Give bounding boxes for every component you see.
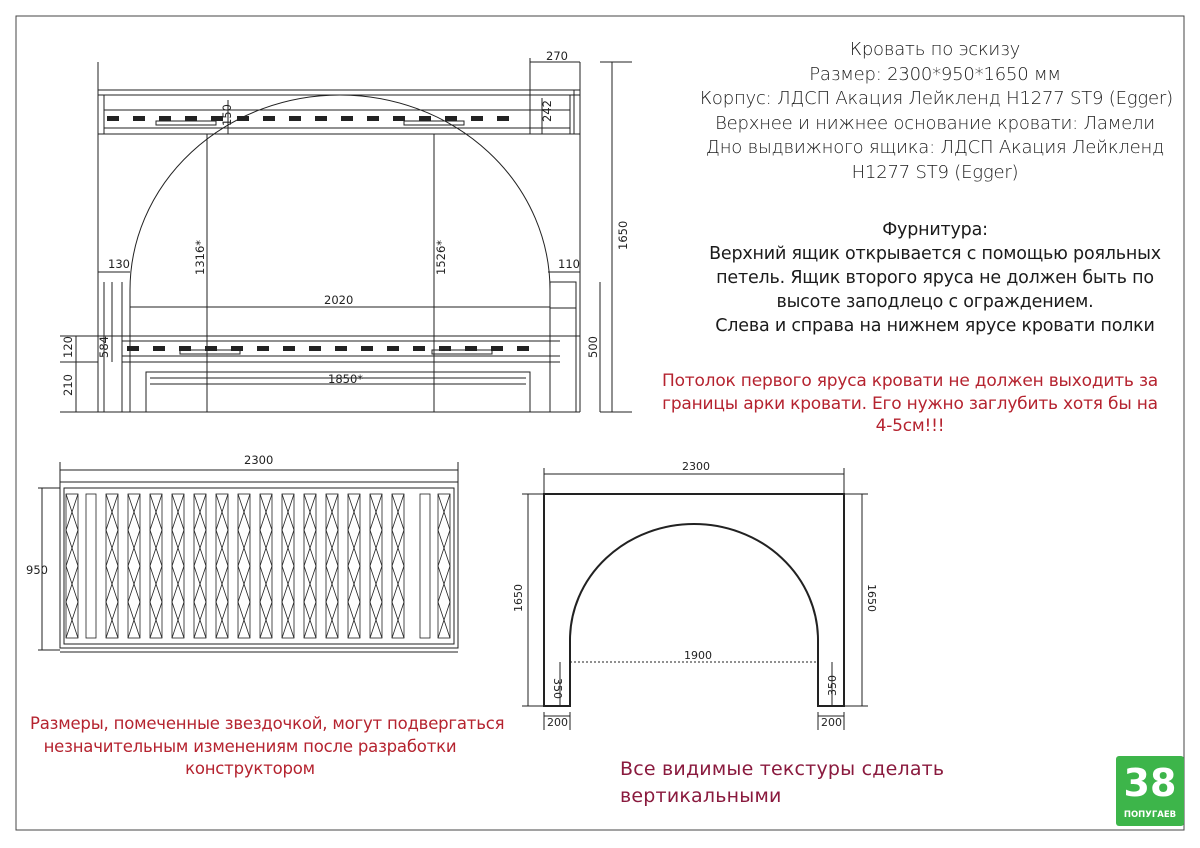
dim-210: 210: [61, 374, 75, 396]
top-slats: [107, 116, 509, 121]
hardware-line-2: петель. Ящик второго яруса не должен быть по: [716, 268, 1154, 288]
warning-note: [660, 370, 1160, 438]
side-panel-arch: [544, 494, 844, 706]
note-line-3: конструктором: [185, 759, 315, 778]
hardware-line-1: Верхний ящик открывается с помощью рояльных: [709, 244, 1161, 264]
dim-950: 950: [26, 563, 48, 577]
logo-number: 38: [1123, 761, 1177, 805]
dim-350-right: 350: [826, 675, 839, 696]
spec-size: Размер: 2300*950*1650 мм: [809, 63, 1061, 85]
dim-120: 120: [61, 336, 75, 358]
dim-130: 130: [108, 257, 130, 271]
dim-1526: 1526*: [434, 239, 448, 275]
dim-500: 500: [586, 336, 600, 358]
texture-note: [620, 756, 960, 810]
top-view-slats: [66, 494, 450, 638]
dim-1316: 1316*: [193, 239, 207, 275]
dim-350-left: 350: [551, 678, 564, 699]
specification-block: [700, 38, 1173, 185]
note-line-1: Размеры, помеченные звездочкой, могут подвергаться: [30, 714, 505, 733]
dim-242: 242: [540, 100, 554, 122]
dim-2020: 2020: [324, 293, 354, 307]
front-dimension-labels: [61, 49, 630, 396]
dim-2300-top: 2300: [244, 453, 274, 467]
dim-1850: 1850*: [328, 372, 364, 386]
spec-drawer-bottom-1: Дно выдвижного ящика: ЛДСП Акация Лейкленд: [705, 137, 1165, 158]
warning-line-1: Потолок первого яруса кровати не должен выходить за: [661, 371, 1159, 391]
dim-150: 150: [220, 104, 234, 126]
dim-1650-front: 1650: [616, 220, 630, 250]
dim-1650-side-right: 1650: [865, 584, 878, 612]
warning-line-3: 4-5см!!!: [875, 416, 945, 436]
spec-body: Корпус: ЛДСП Акация Лейкленд H1277 ST9 (Egger): [700, 88, 1173, 109]
warning-line-2: границы арки кровати. Его нужно заглубить хотя бы на: [662, 393, 1158, 414]
texture-line-1: Все видимые текстуры сделать: [620, 758, 945, 780]
dim-1650-side-left: 1650: [512, 584, 525, 612]
side-view: [522, 468, 868, 730]
spec-base: Верхнее и нижнее основание кровати: Ламели: [715, 112, 1155, 134]
dim-270: 270: [546, 49, 568, 63]
dim-110: 110: [558, 257, 580, 271]
hardware-block: [700, 218, 1170, 338]
texture-line-2: вертикальными: [620, 785, 782, 807]
dim-200-right: 200: [821, 716, 842, 729]
spec-title: Кровать по эскизу: [849, 39, 1021, 60]
dim-2300-side: 2300: [682, 460, 710, 473]
hardware-line-4: Слева и справа на нижнем ярусе кровати полки: [715, 316, 1155, 336]
brand-logo: [1116, 756, 1184, 826]
spec-drawer-bottom-2: H1277 ST9 (Egger): [851, 161, 1019, 183]
side-dimension-labels: [512, 460, 878, 729]
note-line-2: незначительным изменениям после разработки: [43, 736, 457, 756]
hardware-line-3: высоте заподлецо с ограждением.: [776, 292, 1094, 312]
dim-200-left: 200: [547, 716, 568, 729]
dim-1900: 1900: [684, 649, 712, 662]
top-view-outline: [60, 482, 458, 648]
hardware-heading: Фурнитура:: [882, 220, 988, 240]
asterisk-note: [30, 713, 505, 781]
dim-584: 584: [97, 336, 111, 358]
top-view: [38, 462, 458, 652]
logo-caption: ПОПУГАЕВ: [1123, 810, 1177, 820]
